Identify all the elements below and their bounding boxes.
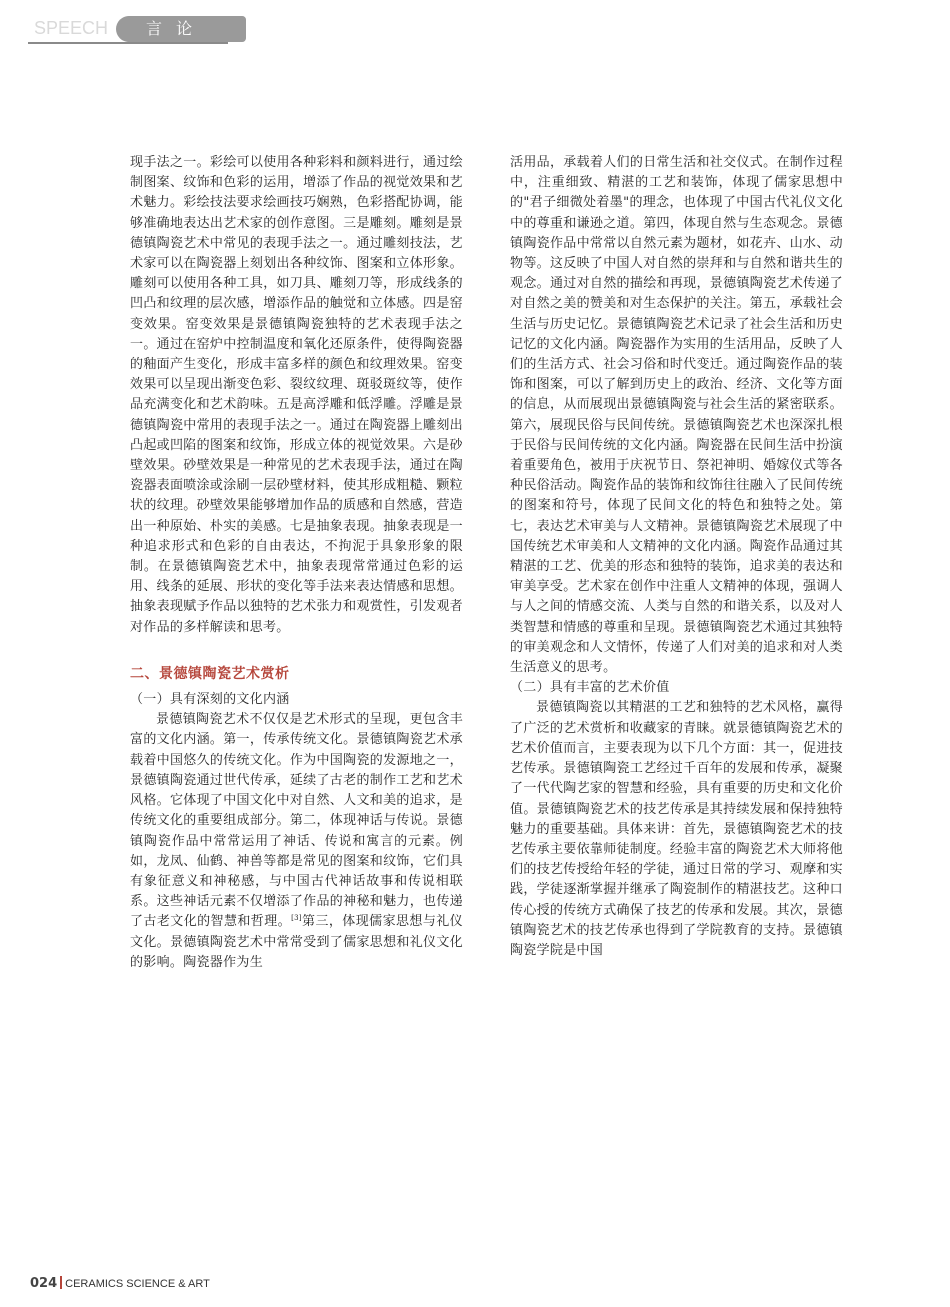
running-header [28,14,228,44]
page-number: 024 [30,1276,58,1291]
left-paragraph-1: 现手法之一。彩绘可以使用各种彩料和颜料进行，通过绘制图案、纹饰和色彩的运用，增添了作品的视觉效果和艺术魅力。彩绘技法要求绘画技巧娴熟，色彩搭配协调，能够准确地表达出艺术家的创作意图。三是雕刻。雕刻是景德镇陶瓷艺术中常见的表现手法之一。通过雕刻技法，艺术家可以在陶瓷器上刻划出各种纹饰、图案和立体形象。雕刻可以使用各种工具，如刀具、雕刻刀等，形成线条的凹凸和纹理的层次感，增添作品的触觉和立体感。四是窑变效果。窑变效果是景德镇陶瓷独特的艺术表现手法之一。通过在窑炉中控制温度和氧化还原条件，使得陶瓷器的釉面产生变化，形成丰富多样的颜色和纹理效果。窑变效果可以呈现出渐变色彩、裂纹纹理、斑驳斑纹等，使作品充满变化和艺术韵味。五是高浮雕和低浮雕。浮雕是景德镇陶瓷中常用的表现手法之一。通过在陶瓷器上雕刻出凸起或凹陷的图案和纹饰，形成立体的视觉效果。六是砂壁效果。砂壁效果是一种常见的艺术表现手法，通过在陶瓷器表面喷涂或涂刷一层砂壁材料，使其形成粗糙、颗粒状的纹理。砂壁效果能够增加作品的质感和自然感，营造出一种原始、朴实的美感。七是抽象表现。抽象表现是一种追求形式和色彩的自由表达，不拘泥于具象形象的限制。在景德镇陶瓷艺术中，抽象表现常常通过色彩的运用、线条的延展、形状的变化等手法来表达情感和思想。抽象表现赋予作品以独特的艺术张力和观赏性，引发观者对作品的多样解读和思考。 [130,155,463,635]
right-paragraph-2: 景德镇陶瓷以其精湛的工艺和独特的艺术风格，赢得了广泛的艺术赏析和收藏家的青睐。就景德镇陶瓷艺术的艺术价值而言，主要表现为以下几个方面：其一，促进技艺传承。景德镇陶瓷工艺经过千百年的发展和传承，凝聚了一代代陶艺家的智慧和经验，具有重要的历史和文化价值。景德镇陶瓷艺术的技艺传承是其持续发展和保持独特魅力的重要基础。具体来讲：首先，景德镇陶瓷艺术的技艺传承主要依靠师徒制度。经验丰富的陶瓷艺术大师将他们的技艺传授给年轻的学徒，通过日常的学习、观摩和实践，学徒逐渐掌握并继承了陶瓷制作的精湛技艺。这种口传心授的传统方式确保了技艺的传承和发展。其次，景德镇陶瓷艺术的技艺传承也得到了学院教育的支持。景德镇陶瓷学院是中国 [510,700,843,958]
section-heading: 二、景德镇陶瓷艺术赏析 [130,665,290,682]
left-column [130,153,463,973]
left-paragraph-2 [130,710,463,973]
subheading-cultural-connotation: （一）具有深刻的文化内涵 [130,692,290,708]
header-english-label: SPEECH [34,18,109,38]
right-column [510,153,843,961]
footer-separator [60,1276,62,1289]
subheading-artistic-value: （二）具有丰富的艺术价值 [510,680,670,696]
citation-marker: [3] [291,914,302,923]
left-paragraph-2-a: 景德镇陶瓷艺术不仅仅是艺术形式的呈现，更包含丰富的文化内涵。第一，传承传统文化。景德镇陶瓷艺术承载着中国悠久的传统文化。作为中国陶瓷的发源地之一，景德镇陶瓷通过世代传承，延续了古老的制作工艺和艺术风格。它体现了中国文化中对自然、人文和美的追求，是传统文化的重要组成部分。第二，体现神话与传说。景德镇陶瓷作品中常常运用了神话、传说和寓言的元素。例如，龙凤、仙鹤、神兽等都是常见的图案和纹饰，它们具有象征意义和神秘感，与中国古代神话故事和传说相联系。这些神话元素不仅增添了作品的神秘和魅力，也传递了古老文化的智慧和哲理。 [130,712,463,930]
left-paragraph-2-b: 第三，体现儒家思想与礼仪文化。景德镇陶瓷艺术中常常受到了儒家思想和礼仪文化的影响。陶瓷器作为生 [130,914,463,970]
header-section-label: 言论 [146,19,207,38]
page-footer [30,1276,210,1294]
header-rule [28,42,228,44]
journal-name: CERAMICS SCIENCE & ART [65,1278,210,1290]
right-paragraph-1: 活用品，承载着人们的日常生活和社交仪式。在制作过程中，注重细致、精湛的工艺和装饰，体现了儒家思想中的"君子细微处着墨"的理念，也体现了中国古代礼仪文化中的尊重和谦逊之道。第四，体现自然与生态观念。景德镇陶瓷作品中常常以自然元素为题材，如花卉、山水、动物等。这反映了中国人对自然的崇拜和与自然和谐共生的观念。通过对自然的描绘和再现，景德镇陶瓷艺术传递了对自然之美的赞美和对生态保护的关注。第五，承载社会生活与历史记忆。景德镇陶瓷艺术记录了社会生活和历史记忆的文化内涵。陶瓷器作为实用的生活用品，反映了人们的生活方式、社会习俗和时代变迁。通过陶瓷作品的装饰和图案，可以了解到历史上的政治、经济、文化等方面的信息，从而展现出景德镇陶瓷与社会生活的紧密联系。第六，展现民俗与民间传统。景德镇陶瓷艺术也深深扎根于民俗与民间传统的文化内涵。陶瓷器在民间生活中扮演着重要角色，被用于庆祝节日、祭祀神明、婚嫁仪式等各种民俗活动。陶瓷作品的装饰和纹饰往往融入了民间传统的图案和符号，体现了民间文化的特色和独特之处。第七，表达艺术审美与人文精神。景德镇陶瓷艺术展现了中国传统艺术审美和人文精神的文化内涵。陶瓷作品通过其精湛的工艺、优美的形态和独特的装饰，追求美的表达和审美享受。艺术家在创作中注重人文精神的体现，强调人与人之间的情感交流、人类与自然的和谐关系，以及对人类智慧和情感的尊重和呈现。景德镇陶瓷艺术通过其独特的审美观念和人文情怀，传递了人们对美的追求和对人类生活意义的思考。 [510,155,843,676]
